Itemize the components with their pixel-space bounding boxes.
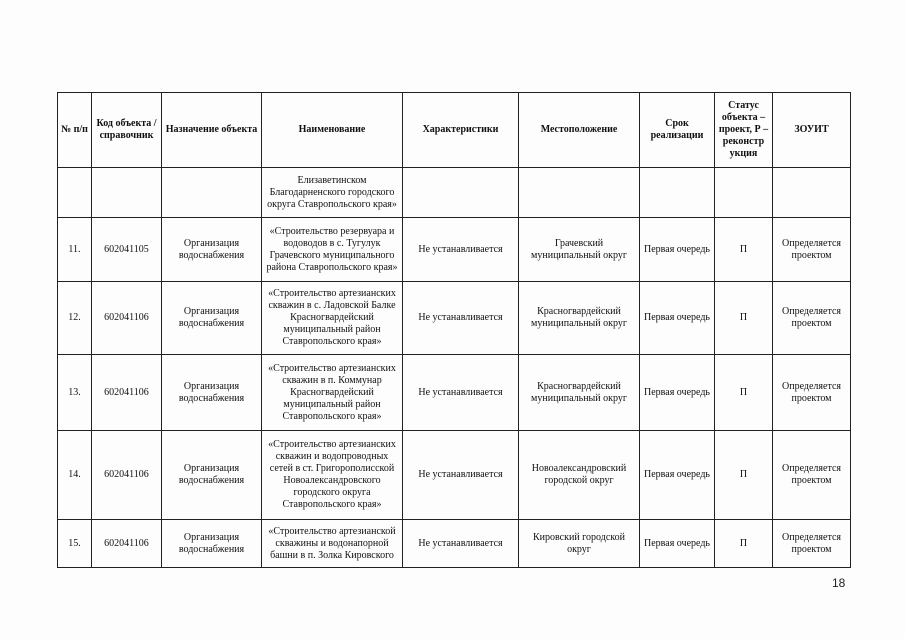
- cell-term: [640, 168, 715, 218]
- table-row: [58, 282, 851, 355]
- cell-location: Новоалександровский городской округ: [519, 431, 640, 520]
- cell-characteristics: Не устанавливается: [403, 520, 519, 568]
- table-row: [58, 520, 851, 568]
- cell-status: П: [715, 520, 773, 568]
- table-header-row: [58, 93, 851, 168]
- header-num: № п/п: [58, 93, 92, 168]
- cell-num: 14.: [58, 431, 92, 520]
- cell-code: 602041106: [92, 520, 162, 568]
- cell-num: 11.: [58, 218, 92, 282]
- header-characteristics: Характеристики: [403, 93, 519, 168]
- cell-location: Кировский городской округ: [519, 520, 640, 568]
- cell-zouit: Определяется проектом: [773, 355, 851, 431]
- header-purpose: Назначение объекта: [162, 93, 262, 168]
- cell-code: 602041106: [92, 282, 162, 355]
- cell-zouit: Определяется проектом: [773, 282, 851, 355]
- table-row: [58, 168, 851, 218]
- cell-purpose: Организация водоснабжения: [162, 218, 262, 282]
- cell-code: 602041106: [92, 355, 162, 431]
- objects-table: [57, 92, 851, 568]
- header-status: Статус объекта – проект, Р – реконстр укция: [715, 93, 773, 168]
- cell-status: П: [715, 218, 773, 282]
- cell-location: Красногвардейский муниципальный округ: [519, 282, 640, 355]
- cell-zouit: Определяется проектом: [773, 431, 851, 520]
- cell-name: Елизаветинском Благодарненского городского округа Ставропольского края»: [262, 168, 403, 218]
- cell-characteristics: Не устанавливается: [403, 282, 519, 355]
- table-row: [58, 431, 851, 520]
- cell-code: 602041105: [92, 218, 162, 282]
- cell-zouit: [773, 168, 851, 218]
- cell-code: [92, 168, 162, 218]
- cell-name: «Строительство артезианской скважины и водонапорной башни в п. Золка Кировского: [262, 520, 403, 568]
- header-zouit: ЗОУИТ: [773, 93, 851, 168]
- cell-purpose: Организация водоснабжения: [162, 355, 262, 431]
- cell-characteristics: Не устанавливается: [403, 431, 519, 520]
- cell-num: [58, 168, 92, 218]
- header-location: Местоположение: [519, 93, 640, 168]
- cell-purpose: Организация водоснабжения: [162, 431, 262, 520]
- cell-purpose: Организация водоснабжения: [162, 520, 262, 568]
- cell-term: Первая очередь: [640, 282, 715, 355]
- page-number: 18: [832, 576, 846, 590]
- cell-code: 602041106: [92, 431, 162, 520]
- cell-zouit: Определяется проектом: [773, 218, 851, 282]
- cell-location: [519, 168, 640, 218]
- table-row: [58, 355, 851, 431]
- cell-status: П: [715, 282, 773, 355]
- cell-term: Первая очередь: [640, 520, 715, 568]
- cell-status: П: [715, 431, 773, 520]
- cell-location: Красногвардейский муниципальный округ: [519, 355, 640, 431]
- cell-term: Первая очередь: [640, 431, 715, 520]
- cell-num: 12.: [58, 282, 92, 355]
- cell-name: «Строительство резервуара и водоводов в с. Тугулук Грачевского муниципального района Ставропольского края»: [262, 218, 403, 282]
- cell-purpose: Организация водоснабжения: [162, 282, 262, 355]
- cell-zouit: Определяется проектом: [773, 520, 851, 568]
- header-code: Код объекта / справочник: [92, 93, 162, 168]
- cell-name: «Строительство артезианских скважин в с. Ладовской Балке Красногвардейский муниципальный район Ставропольского края»: [262, 282, 403, 355]
- cell-status: [715, 168, 773, 218]
- header-term: Срок реализации: [640, 93, 715, 168]
- cell-term: Первая очередь: [640, 355, 715, 431]
- cell-num: 13.: [58, 355, 92, 431]
- cell-name: «Строительство артезианских скважин и водопроводных сетей в ст. Григорополисской Новоалександровского городского округа Ставропольского края»: [262, 431, 403, 520]
- cell-name: «Строительство артезианских скважин в п. Коммунар Красногвардейский муниципальный район Ставропольского края»: [262, 355, 403, 431]
- cell-status: П: [715, 355, 773, 431]
- header-name: Наименование: [262, 93, 403, 168]
- cell-term: Первая очередь: [640, 218, 715, 282]
- cell-purpose: [162, 168, 262, 218]
- cell-characteristics: [403, 168, 519, 218]
- cell-characteristics: Не устанавливается: [403, 218, 519, 282]
- cell-location: Грачевский муниципальный округ: [519, 218, 640, 282]
- cell-characteristics: Не устанавливается: [403, 355, 519, 431]
- table-row: [58, 218, 851, 282]
- cell-num: 15.: [58, 520, 92, 568]
